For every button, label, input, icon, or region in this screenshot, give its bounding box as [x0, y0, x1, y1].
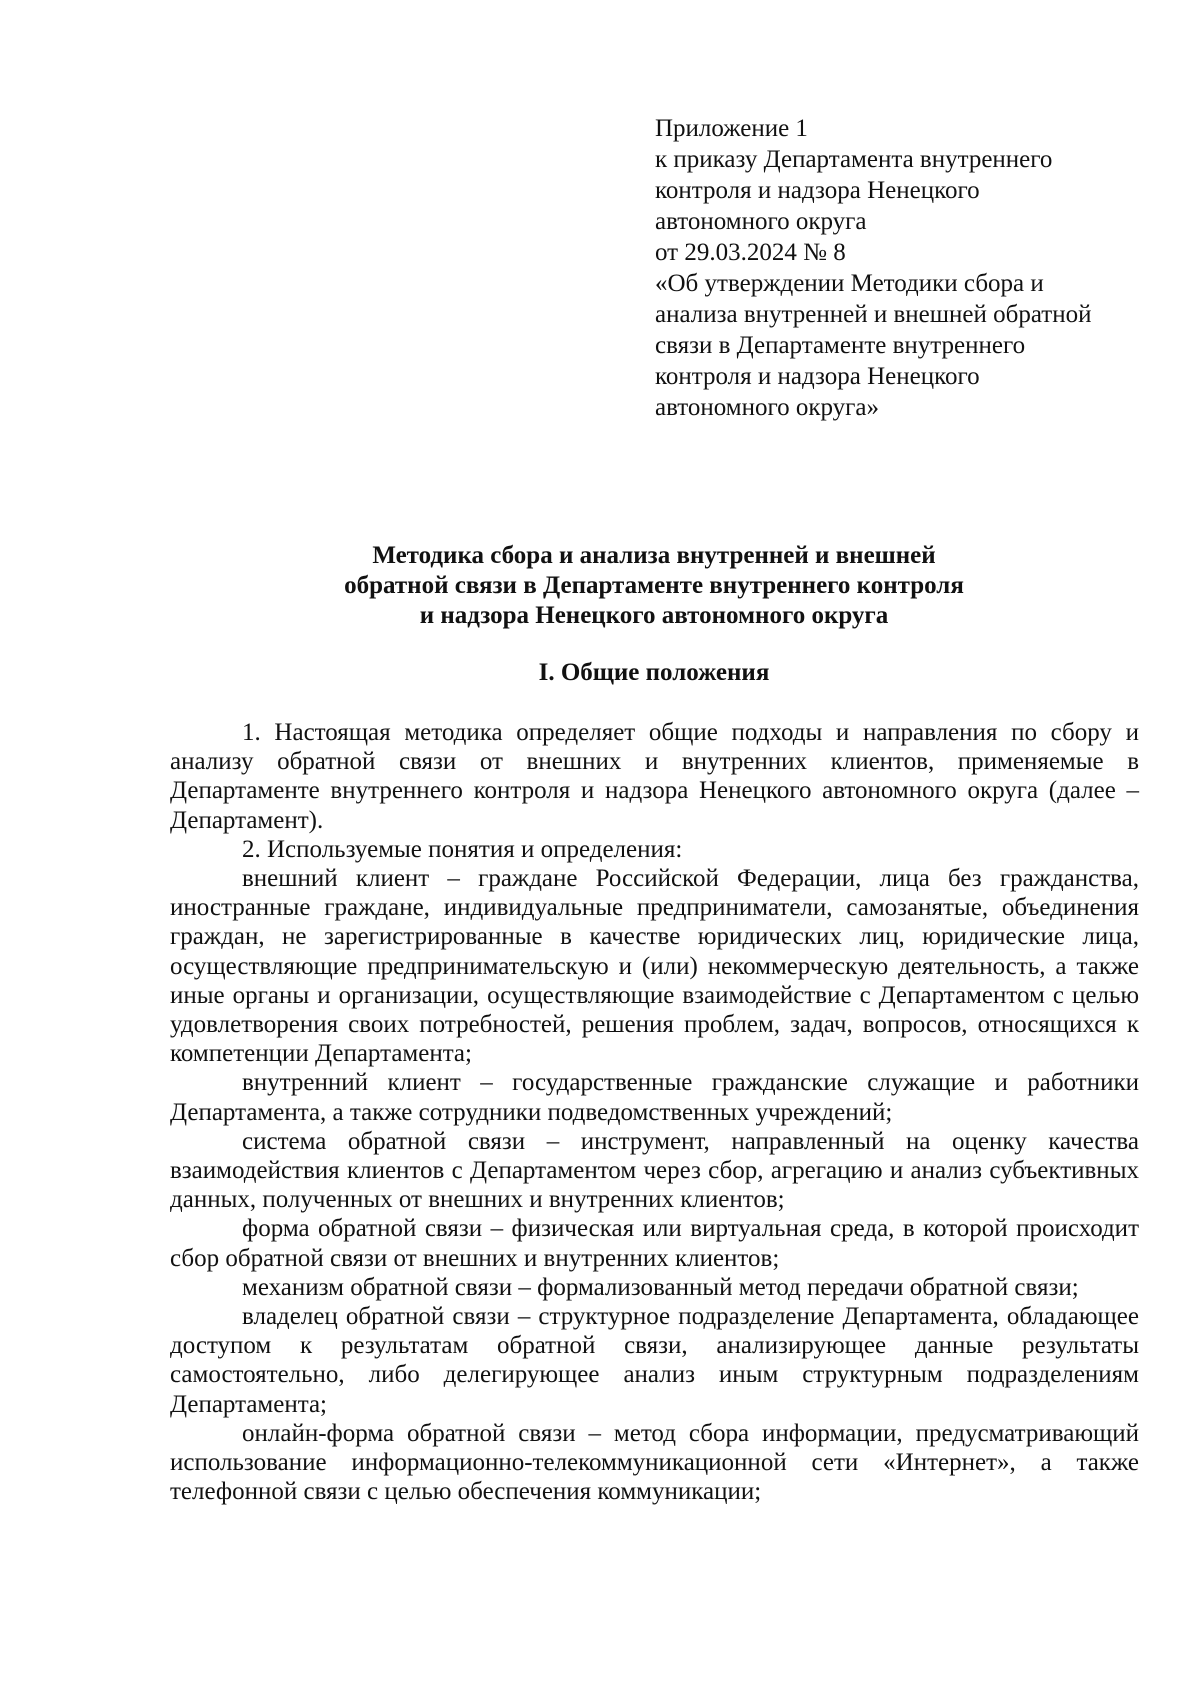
title-line: и надзора Ненецкого автономного округа [419, 602, 889, 629]
appendix-line: «Об утверждении Методики сбора и [655, 270, 1044, 297]
paragraph: 1. Настоящая методика определяет общие подходы и направления по сбору и анализу обратной связи от внешних и внутренних клиентов, применяемые в Департаменте внутреннего контроля и надзора Ненецкого автономного округа (далее – Департамент). [170, 719, 1139, 834]
title-line: обратной связи в Департаменте внутреннего контроля [344, 572, 964, 599]
appendix-line: автономного округа [655, 208, 867, 235]
appendix-line: к приказу Департамента внутреннего [655, 146, 1053, 173]
appendix-line: анализа внутренней и внешней обратной [655, 301, 1092, 328]
paragraph: форма обратной связи – физическая или виртуальная среда, в которой происходит сбор обратной связи от внешних и внутренних клиентов; [170, 1215, 1139, 1272]
paragraph: 2. Используемые понятия и определения: [242, 835, 683, 863]
appendix-block [655, 113, 1135, 423]
appendix-line: контроля и надзора Ненецкого [655, 177, 980, 204]
paragraph: внешний клиент – граждане Российской Федерации, лица без гражданства, иностранные граждане, индивидуальные предприниматели, самозанятые, объединения граждан, не зарегистрированные в качестве юридических лиц, юридические лица, осуществляющие предпринимательскую и (или) некоммерческую деятельность, а также иные органы и организации, осуществляющие взаимодействие с Департаментом с целью удовлетворения своих потребностей, решения проблем, задач, вопросов, относящихся к компетенции Департамента; [170, 865, 1139, 1068]
paragraph: внутренний клиент – государственные гражданские служащие и работники Департамента, а также сотрудники подведомственных учреждений; [170, 1069, 1139, 1126]
paragraph: владелец обратной связи – структурное подразделение Департамента, обладающее доступом к результатам обратной связи, анализирующее данные результаты самостоятельно, либо делегирующее анализ иным структурным подразделениям Департамента; [170, 1303, 1139, 1418]
appendix-line: автономного округа» [655, 394, 880, 421]
appendix-line: от 29.03.2024 № 8 [655, 239, 846, 266]
appendix-line: Приложение 1 [655, 115, 808, 142]
appendix-line: контроля и надзора Ненецкого [655, 363, 980, 390]
document-title [170, 541, 1138, 631]
title-line: Методика сбора и анализа внутренней и внешней [372, 542, 936, 569]
paragraph: механизм обратной связи – формализованный метод передачи обратной связи; [242, 1273, 1079, 1301]
section-heading: I. Общие положения [538, 659, 770, 686]
appendix-line: связи в Департаменте внутреннего [655, 332, 1026, 359]
document-body [170, 718, 1139, 1506]
paragraph: система обратной связи – инструмент, направленный на оценку качества взаимодействия клиентов с Департаментом через сбор, агрегацию и анализ субъективных данных, полученных от внешних и внутренних клиентов; [170, 1127, 1139, 1214]
paragraph: онлайн-форма обратной связи – метод сбора информации, предусматривающий использование информационно-телекоммуникационной сети «Интернет», а также телефонной связи с целью обеспечения коммуникации; [170, 1419, 1139, 1506]
